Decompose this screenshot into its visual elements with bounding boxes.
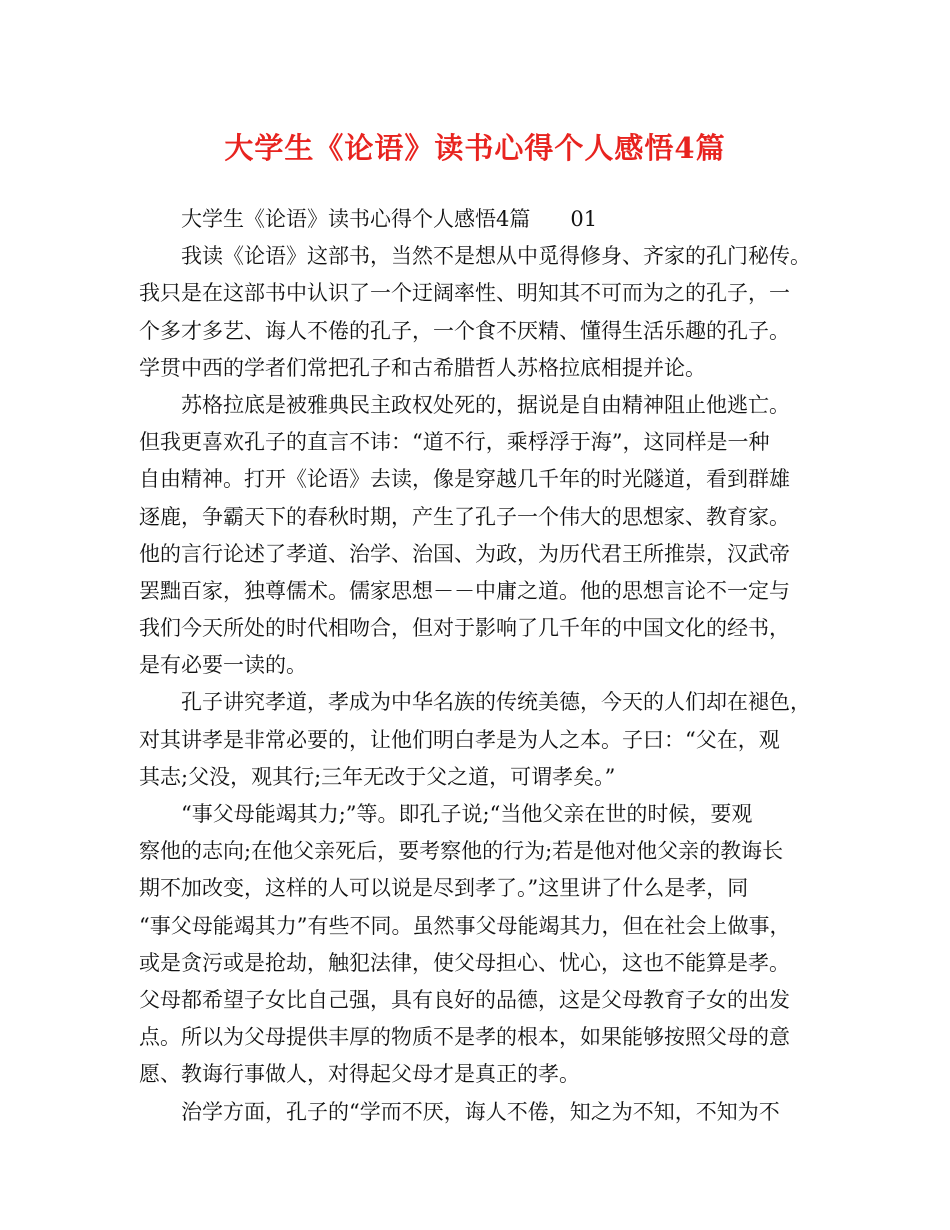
text-line: 逐鹿，争霸天下的春秋时期，产生了孔子一个伟大的思想家、教育家。 bbox=[139, 504, 790, 529]
text-line: 期不加改变，这样的人可以说是尽到孝了。”这里讲了什么是孝，同 bbox=[139, 876, 749, 901]
text-line: 愿、教诲行事做人，对得起父母才是真正的孝。 bbox=[139, 1062, 580, 1087]
document-body bbox=[139, 201, 819, 1131]
text-line: 我读《论语》这部书，当然不是想从中觅得修身、齐家的孔门秘传。 bbox=[181, 244, 811, 269]
text-line: 是有必要一读的。 bbox=[139, 653, 307, 678]
text-line: 治学方面，孔子的“学而不厌，诲人不倦，知之为不知，不知为不 bbox=[181, 1099, 780, 1124]
text-line: 点。所以为父母提供丰厚的物质不是孝的根本，如果能够按照父母的意 bbox=[139, 1025, 790, 1050]
text-line: 或是贪污或是抢劫，触犯法律，使父母担心、忧心，这也不能算是孝。 bbox=[139, 950, 790, 975]
text-line: 个多才多艺、诲人不倦的孔子，一个食不厌精、懂得生活乐趣的孔子。 bbox=[139, 318, 790, 343]
text-line: 我们今天所处的时代相吻合，但对于影响了几千年的中国文化的经书， bbox=[139, 616, 790, 641]
text-line: 但我更喜欢孔子的直言不讳：“道不行，乘桴浮于海”，这同样是一种 bbox=[139, 430, 770, 455]
text-line: 他的言行论述了孝道、治学、治国、为政，为历代君王所推崇，汉武帝 bbox=[139, 541, 790, 566]
text-line: “事父母能竭其力;”等。即孔子说;“当他父亲在世的时候，要观 bbox=[181, 802, 753, 826]
text-line: 罢黜百家，独尊儒术。儒家思想－－中庸之道。他的思想言论不一定与 bbox=[139, 578, 790, 603]
section-heading bbox=[139, 201, 819, 238]
text-line: “事父母能竭其力”有些不同。虽然事父母能竭其力，但在社会上做事， bbox=[139, 913, 791, 938]
text-line: 孔子讲究孝道，孝成为中华名族的传统美德，今天的人们却在褪色， bbox=[181, 690, 811, 715]
document-title: 大学生《论语》读书心得个人感悟4篇 bbox=[224, 131, 726, 165]
text-line: 我只是在这部书中认识了一个迂阔率性、明知其不可而为之的孔子，一 bbox=[139, 281, 790, 306]
text-line: 苏格拉底是被雅典民主政权处死的，据说是自由精神阻止他逃亡。 bbox=[181, 392, 790, 417]
text-line: 父母都希望子女比自己强，具有良好的品德，这是父母教育子女的出发 bbox=[139, 987, 790, 1012]
text-line: 其志;父没，观其行;三年无改于父之道，可谓孝矣。” bbox=[139, 764, 616, 789]
section-heading-text: 大学生《论语》读书心得个人感悟4篇 bbox=[181, 207, 531, 231]
section-number: 01 bbox=[570, 207, 598, 231]
text-line: 对其讲孝是非常必要的，让他们明白孝是为人之本。子曰：“父在，观 bbox=[139, 727, 780, 752]
text-line: 学贯中西的学者们常把孔子和古希腊哲人苏格拉底相提并论。 bbox=[139, 355, 706, 380]
paragraph-lines bbox=[139, 238, 819, 1131]
text-line: 察他的志向;在他父亲死后，要考察他的行为;若是他对他父亲的教诲长 bbox=[139, 839, 784, 864]
text-line: 自由精神。打开《论语》去读，像是穿越几千年的时光隧道，看到群雄 bbox=[139, 467, 790, 492]
